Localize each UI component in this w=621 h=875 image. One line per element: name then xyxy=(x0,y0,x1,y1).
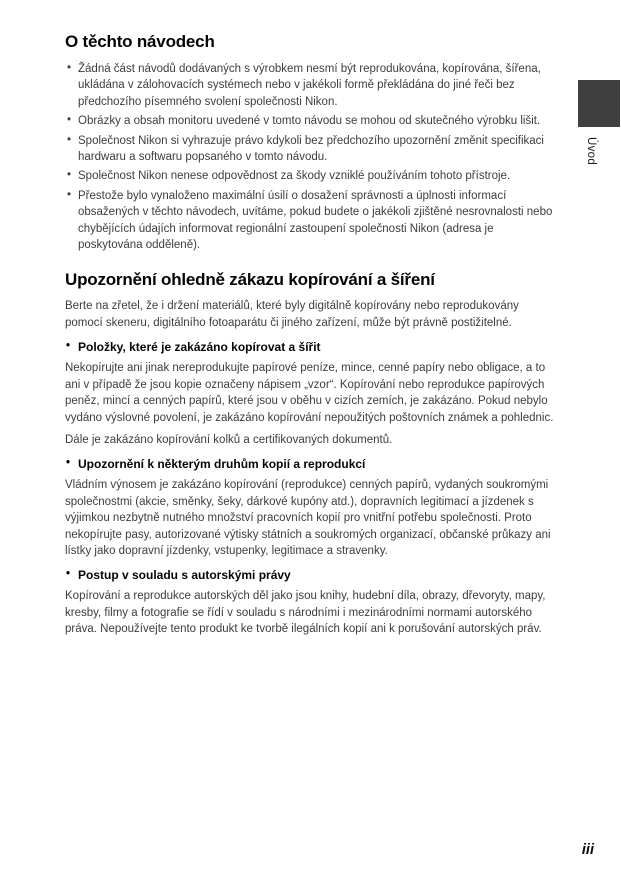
section-copying-title: Upozornění ohledně zákazu kopírování a šíření xyxy=(65,270,435,290)
subsection-heading-copyright: • Postup v souladu s autorskými právy xyxy=(65,568,557,583)
subsection-heading-forbidden-items: • Položky, které je zakázáno kopírovat a šířit xyxy=(65,340,557,355)
subsection-heading-copy-cautions: • Upozornění k některým druhům kopií a reprodukcí xyxy=(65,457,557,472)
section-about-title: O těchto návodech xyxy=(65,32,215,51)
paragraph: Vládním výnosem je zakázáno kopírování (reprodukce) cenných papírů, vydaných soukromými společnostmi (akcie, směnky, šeky, dárkové kupóny atd.), dopravních legitimací a jízdenek s výjimkou nezbytně nutného množství pracovních kopií pro vnitřní potřebu společnosti. Proto nekopírujte pasy, autorizované výtisky státních a soukromých organizací, občanské průkazy ani lístky jako dopravní jízdenky, vstupenky, legitimace a stravenky. xyxy=(65,479,551,557)
list-item: • Obrázky a obsah monitoru uvedené v tomto návodu se mohou od skutečného výrobku lišit. xyxy=(78,113,557,129)
about-bullet-list xyxy=(65,61,557,253)
chapter-tab-marker xyxy=(578,80,620,127)
list-item: • Společnost Nikon nenese odpovědnost za škody vzniklé používáním tohoto přístroje. xyxy=(78,168,557,184)
page-number: iii xyxy=(581,842,594,858)
list-item: • Společnost Nikon si vyhrazuje právo kdykoli bez předchozího upozornění změnit specifikaci hardwaru a softwaru popsaného v tomto návodu. xyxy=(78,133,557,166)
page-content xyxy=(65,32,557,644)
paragraph: Kopírování a reprodukce autorských děl jako jsou knihy, hudební díla, obrazy, dřevoryty, mapy, kresby, filmy a fotografie se řídí v souladu s národními i mezinárodními normami autorského práva. Nepoužívejte tento produkt ke tvorbě ilegálních kopií ani k porušování autorských práv. xyxy=(65,590,546,636)
copying-intro-paragraph: Berte na zřetel, že i držení materiálů, které byly digitálně kopírovány nebo reprodukovány pomocí skeneru, digitálního fotoaparátu či jiného zařízení, může být právně postižitelné. xyxy=(65,300,519,329)
paragraph: Dále je zakázáno kopírování kolků a certifikovaných dokumentů. xyxy=(65,433,393,446)
chapter-tab-label: Úvod xyxy=(585,137,597,166)
list-item: • Přestože bylo vynaloženo maximální úsilí o dosažení správnosti a úplnosti informací obsažených v těchto návodech, uvítáme, pokud budete o jakékoli zjištěné nesrovnalosti nebo chybějících údajích informovat regionální zastoupení společnosti Nikon (adresa je poskytována odděleně). xyxy=(78,188,557,254)
paragraph: Nekopírujte ani jinak nereprodukujte papírové peníze, mince, cenné papíry nebo obligace, a to ani v případě že jsou kopie označeny nápisem „vzor“. Kopírování nebo reprodukce papírových peněz, mincí a cenných papírů, které jsou v oběhu v cizích zemích, je zakázáno. Pokud nebylo vydáno výslovné povolení, je zakázáno kopírování nepoužitých poštovních známek a pohlednic. xyxy=(65,362,554,424)
list-item: • Žádná část návodů dodávaných s výrobkem nesmí být reprodukována, kopírována, šířena, ukládána v zálohovacích systémech nebo v jakékoli formě překládána do jiné řeči bez předchozího písemného svolení společnosti Nikon. xyxy=(78,61,557,110)
